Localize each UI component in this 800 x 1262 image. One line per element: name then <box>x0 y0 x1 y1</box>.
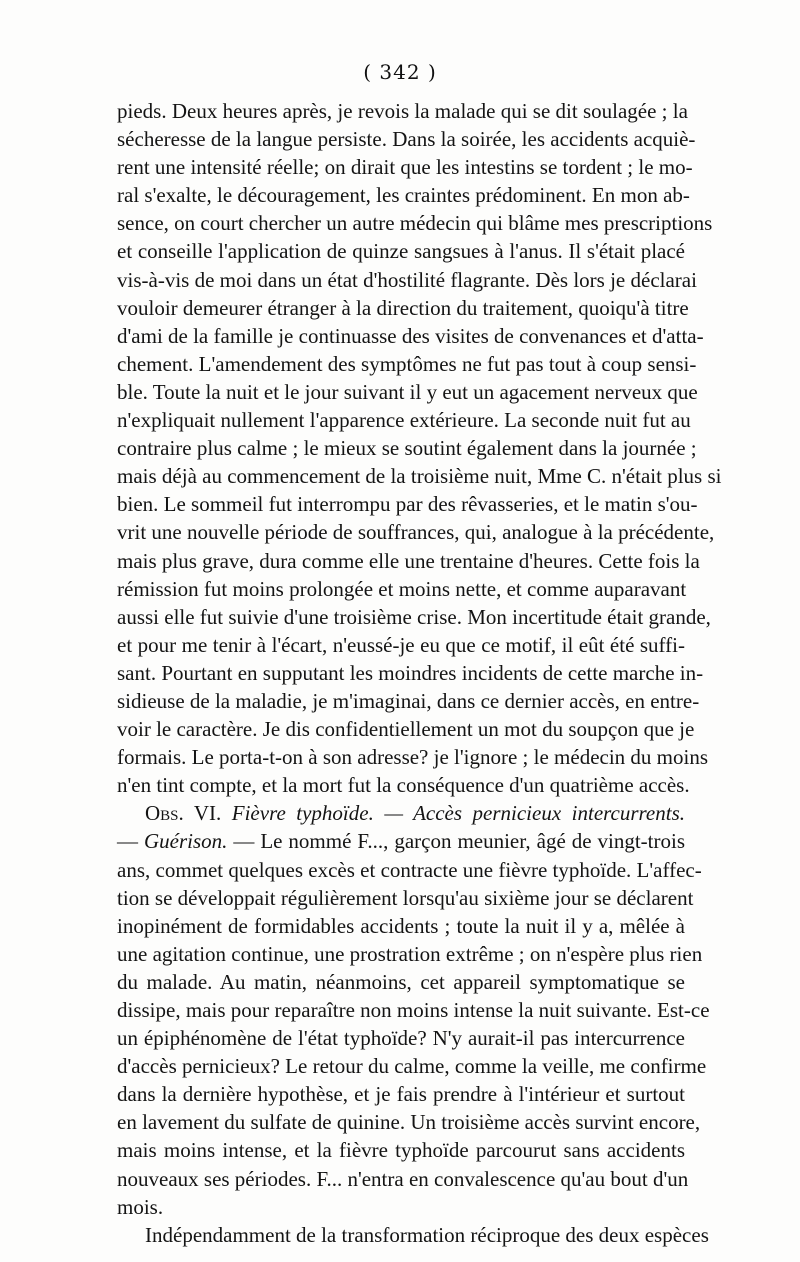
text-line: Indépendamment de la transformation réciproque des deux espèces <box>145 1222 709 1247</box>
outcome-dash: — <box>117 829 138 854</box>
text-line: aussi elle fut suivie d'une troisième crise. Mon incertitude était grande, <box>117 604 711 629</box>
text-line: tion se développait régulièrement lorsqu'au sixième jour se déclarent <box>117 885 694 910</box>
text-line: voir le caractère. Je dis confidentiellement un mot du soupçon que je <box>117 717 695 742</box>
observation-body <box>117 856 710 1221</box>
text-line: chement. L'amendement des symptômes ne fut pas tout à coup sensi- <box>117 351 697 376</box>
text-line: vis-à-vis de moi dans un état d'hostilité flagrante. Dès lors je déclarai <box>117 267 697 292</box>
text-line: ans, commet quelques excès et contracte une fièvre typhoïde. L'affec- <box>117 857 702 882</box>
text-line: bien. Le sommeil fut interrompu par des rêvasseries, et le matin s'ou- <box>117 492 698 517</box>
text-line: un épiphénomène de l'état typhoïde? N'y aurait-il pas intercurrence <box>117 1026 685 1051</box>
text-line: pieds. Deux heures après, je revois la malade qui se dit soulagée ; la <box>117 99 688 123</box>
text-line: rémission fut moins prolongée et moins nette, et comme auparavant <box>117 576 687 601</box>
observation-outcome: Guérison. <box>143 829 228 854</box>
text-line: vouloir demeurer étranger à la direction du traitement, quoiqu'à titre <box>117 295 689 320</box>
text-line: sidieuse de la maladie, je m'imaginai, dans ce dernier accès, en entre- <box>117 688 700 713</box>
text-line: du malade. Au matin, néanmoins, cet appareil symptomatique se <box>117 969 685 994</box>
text-line: d'accès pernicieux? Le retour du calme, comme la veille, me confirme <box>117 1054 707 1079</box>
observation-outcome-line <box>117 827 685 855</box>
text-line: mais déjà au commencement de la troisième nuit, Mme C. n'était plus si <box>117 464 722 489</box>
text-line: formais. Le porta-t-on à son adresse? je l'ignore ; le médecin du moins <box>117 745 709 770</box>
text-line: sence, on court chercher un autre médecin qui blâme mes prescriptions <box>117 211 713 236</box>
text-line: ble. Toute la nuit et le jour suivant il y eut un agacement nerveux que <box>117 379 698 404</box>
text-line: nouveaux ses périodes. F... n'entra en convalescence qu'au bout d'un <box>117 1166 689 1191</box>
text-line: d'ami de la famille je continuasse des visites de convenances et d'atta- <box>117 323 704 348</box>
text-line: et pour me tenir à l'écart, n'eussé-je eu que ce motif, il eût été suffi- <box>117 632 685 657</box>
text-line: vrit une nouvelle période de souffrances, qui, analogue à la précédente, <box>117 520 715 545</box>
observation-heading-line <box>117 799 685 827</box>
observation-paragraph <box>117 799 710 1220</box>
body-text <box>117 97 722 1249</box>
text-line: dans la dernière hypothèse, et je fais prendre à l'intérieur et surtout <box>117 1082 685 1107</box>
text-line: ral s'exalte, le découragement, les craintes prédominent. En mon ab- <box>117 183 690 208</box>
text-line: n'expliquait nullement l'apparence extérieure. La seconde nuit fut au <box>117 408 691 433</box>
text-line: et conseille l'application de quinze sangsues à l'anus. Il s'était placé <box>117 239 685 264</box>
text-line: n'en tint compte, et la mort fut la conséquence d'un quatrième accès. <box>117 773 690 798</box>
page-number: ( 342 ) <box>363 60 437 84</box>
text-line: inopinément de formidables accidents ; toute la nuit il y a, mêlée à <box>117 913 685 938</box>
text-line: rent une intensité réelle; on dirait que les intestins se tordent ; le mo- <box>117 155 693 180</box>
text-line: mais plus grave, dura comme elle une trentaine d'heures. Cette fois la <box>117 548 700 573</box>
observation-first-line: — Le nommé F..., garçon meunier, âgé de vingt-trois <box>233 829 686 854</box>
paragraph-next <box>117 1221 709 1249</box>
observation-title: Fièvre typhoïde. — Accès pernicieux intercurrents. <box>231 801 685 826</box>
observation-label: Obs. VI. <box>145 801 222 826</box>
text-line: mais moins intense, et la fièvre typhoïde parcourut sans accidents <box>117 1138 685 1163</box>
text-line: en lavement du sulfate de quinine. Un troisième accès survint encore, <box>117 1110 701 1135</box>
paragraph-continued <box>117 97 722 799</box>
text-line: une agitation continue, une prostration extrême ; on n'espère plus rien <box>117 941 703 966</box>
text-line: sécheresse de la langue persiste. Dans la soirée, les accidents acquiè- <box>117 127 696 152</box>
text-line: contraire plus calme ; le mieux se soutint également dans la journée ; <box>117 436 697 461</box>
text-line: mois. <box>117 1194 164 1219</box>
text-line: sant. Pourtant en supputant les moindres incidents de cette marche in- <box>117 660 704 685</box>
text-line: dissipe, mais pour reparaître non moins intense la nuit suivante. Est-ce <box>117 998 710 1022</box>
